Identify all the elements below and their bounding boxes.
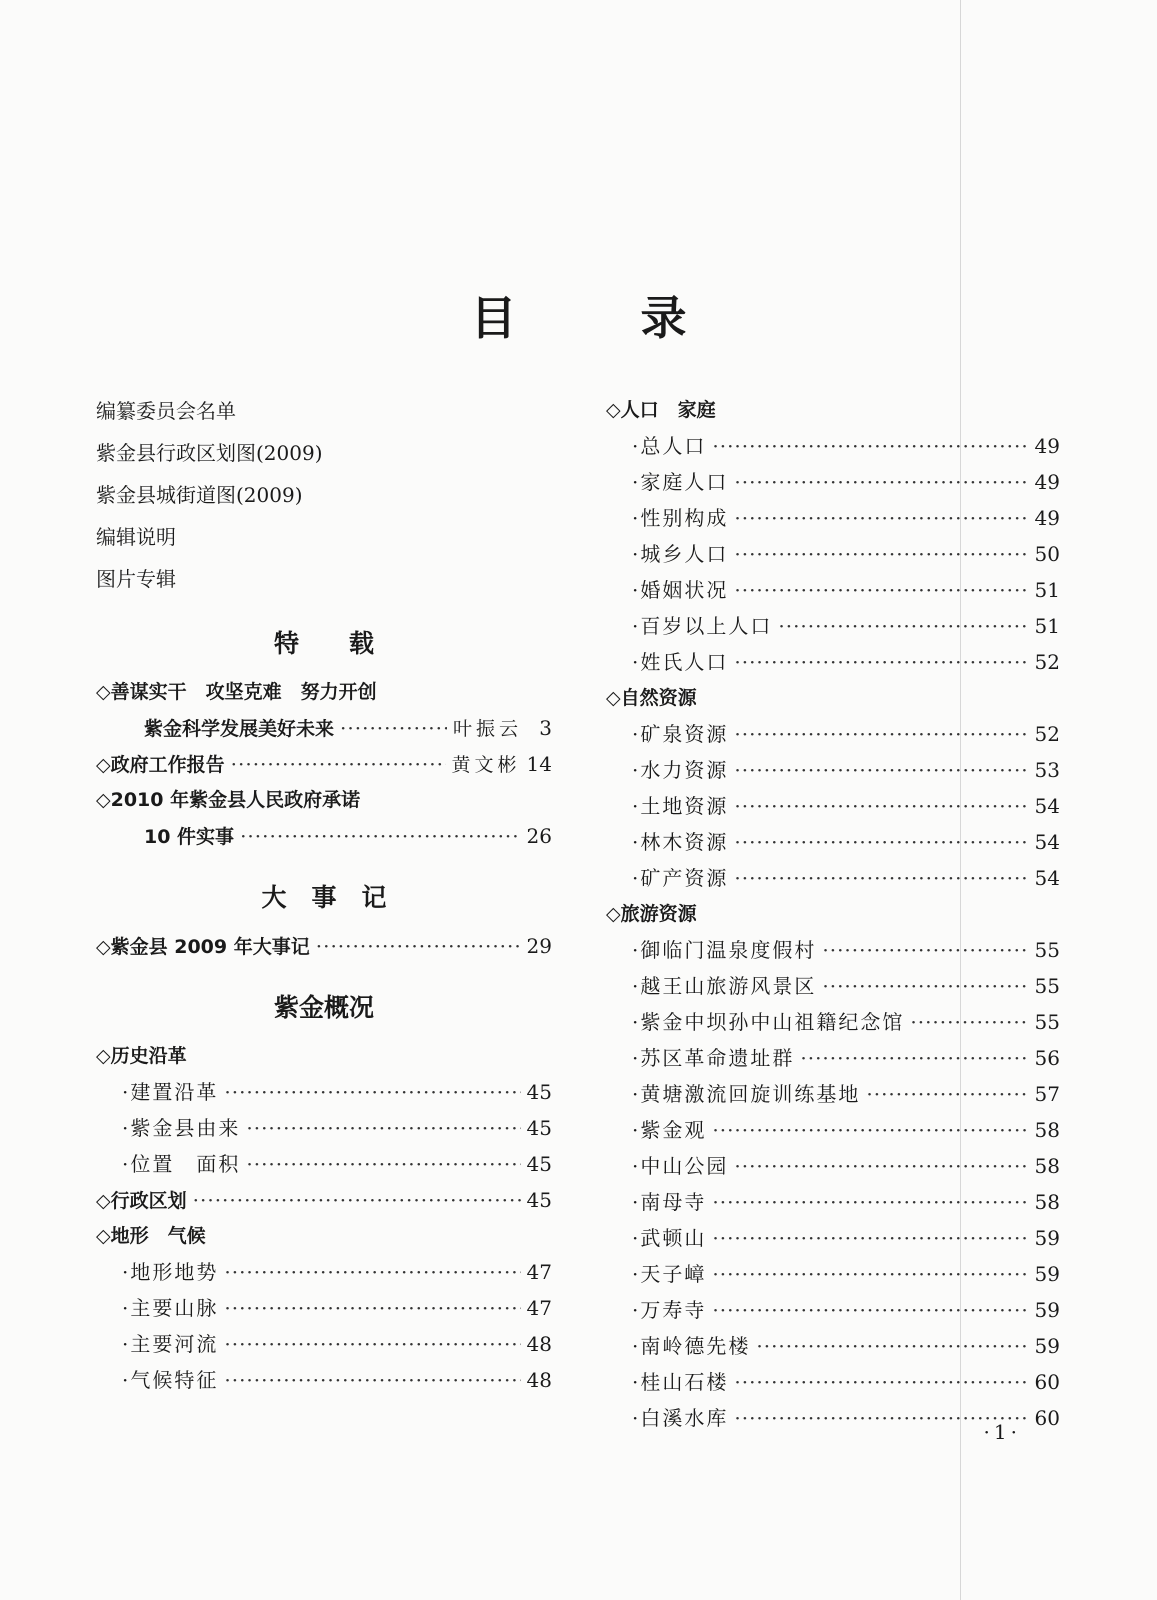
entry-page-number: 49	[1034, 434, 1060, 458]
toc-entry-item[interactable]	[96, 1254, 552, 1290]
leader-dots	[734, 716, 1028, 752]
entry-label: ◇紫金县 2009 年大事记	[96, 936, 310, 958]
title-char-2: 录	[640, 291, 687, 345]
toc-entry-sub[interactable]	[96, 818, 552, 854]
entry-label: ◇行政区划	[96, 1190, 187, 1212]
entry-page-number: 48	[526, 1368, 552, 1392]
entry-label: 紫金县行政区划图(2009)	[96, 441, 323, 465]
entry-label: ◇善谋实干 攻坚克难 努力开创	[96, 681, 377, 703]
entry-label: ·南岭德先楼	[632, 1334, 751, 1358]
leader-dots	[734, 824, 1028, 860]
entry-page-number: 52	[1034, 650, 1060, 674]
leader-dots	[734, 752, 1028, 788]
leader-dots	[316, 928, 521, 964]
leader-dots	[734, 788, 1028, 824]
front-matter-item[interactable]	[96, 516, 552, 558]
leader-dots	[734, 1364, 1028, 1400]
toc-entry-item[interactable]	[96, 1326, 552, 1362]
entry-label: ·越王山旅游风景区	[632, 974, 817, 998]
toc-entry-item[interactable]	[606, 464, 1060, 500]
entry-page-number: 60	[1034, 1370, 1060, 1394]
front-matter-item[interactable]	[96, 474, 552, 516]
toc-entry-section[interactable]	[606, 680, 1060, 716]
toc-entry-item[interactable]	[606, 644, 1060, 680]
entry-label: ·矿泉资源	[632, 722, 729, 746]
toc-entry-sub[interactable]	[96, 710, 552, 746]
entry-page-number: 48	[526, 1332, 552, 1356]
leader-dots	[231, 746, 446, 782]
entry-label: ·姓氏人口	[632, 650, 729, 674]
leader-dots	[712, 1292, 1028, 1328]
entry-page-number: 54	[1034, 794, 1060, 818]
entry-label: ·南母寺	[632, 1190, 707, 1214]
entry-label: ·矿产资源	[632, 866, 729, 890]
entry-label: ·中山公园	[632, 1154, 729, 1178]
page-title	[0, 282, 1157, 348]
toc-entry-item[interactable]	[606, 428, 1060, 464]
entry-label: ·主要河流	[122, 1332, 219, 1356]
entry-label: ·苏区革命遗址群	[632, 1046, 795, 1070]
toc-entry-item[interactable]	[96, 1110, 552, 1146]
entry-label: ◇历史沿革	[96, 1045, 187, 1067]
toc-entry-item[interactable]	[96, 1074, 552, 1110]
entry-label: ·婚姻状况	[632, 578, 729, 602]
leader-dots	[734, 500, 1028, 536]
entry-page-number: 45	[526, 1080, 552, 1104]
entry-page-number: 14	[526, 752, 552, 776]
entry-label: ·万寿寺	[632, 1298, 707, 1322]
entry-author: 叶振云	[452, 718, 522, 740]
toc-entry-item[interactable]	[606, 536, 1060, 572]
entry-page-number: 3	[539, 716, 552, 740]
entry-label: ·紫金县由来	[122, 1116, 241, 1140]
overview-list	[96, 1038, 552, 1398]
entry-page-number: 45	[526, 1188, 552, 1212]
entry-page-number: 58	[1034, 1154, 1060, 1178]
leader-dots	[778, 608, 1028, 644]
leader-dots	[756, 1328, 1028, 1364]
right-toc-list	[606, 392, 1060, 1436]
entry-label: 图片专辑	[96, 567, 176, 591]
toc-entry-section[interactable]	[96, 674, 552, 710]
toc-entry-item[interactable]	[606, 1076, 1060, 1112]
front-matter-item[interactable]	[96, 558, 552, 600]
entry-page-number: 55	[1034, 974, 1060, 998]
entry-page-number: 59	[1034, 1298, 1060, 1322]
entry-page-number: 45	[526, 1152, 552, 1176]
toc-entry-item[interactable]	[96, 1362, 552, 1398]
leader-dots	[712, 1184, 1028, 1220]
toc-entry-item[interactable]	[606, 1112, 1060, 1148]
section-heading-events: 大 事 记	[261, 883, 387, 912]
toc-entry-item[interactable]	[606, 1220, 1060, 1256]
toc-entry-item[interactable]	[606, 1040, 1060, 1076]
entry-page-number: 49	[1034, 506, 1060, 530]
entry-page-number: 55	[1034, 1010, 1060, 1034]
toc-entry-section[interactable]	[96, 1218, 552, 1254]
toc-entry-section[interactable]	[606, 896, 1060, 932]
toc-entry-item[interactable]	[96, 1290, 552, 1326]
entry-page-number: 47	[526, 1296, 552, 1320]
leader-dots	[734, 1148, 1028, 1184]
entry-label: ·林木资源	[632, 830, 729, 854]
entry-page-number: 53	[1034, 758, 1060, 782]
entry-label: ·位置 面积	[122, 1152, 241, 1176]
toc-entry-item[interactable]	[606, 1364, 1060, 1400]
entry-page-number: 50	[1034, 542, 1060, 566]
toc-entry-section[interactable]	[96, 746, 552, 782]
entry-label: ·性别构成	[632, 506, 729, 530]
entry-label: ·地形地势	[122, 1260, 219, 1284]
leader-dots	[224, 1254, 520, 1290]
leader-dots	[712, 1220, 1028, 1256]
toc-entry-item[interactable]	[606, 572, 1060, 608]
entry-label: ·百岁以上人口	[632, 614, 773, 638]
leader-dots	[734, 860, 1028, 896]
entry-page-number: 59	[1034, 1226, 1060, 1250]
leader-dots	[734, 464, 1028, 500]
toc-entry-section[interactable]	[96, 782, 552, 818]
toc-entry-item[interactable]	[606, 716, 1060, 752]
entry-label: ◇地形 气候	[96, 1225, 206, 1247]
entry-label: ◇2010 年紫金县人民政府承诺	[96, 789, 361, 811]
toc-entry-section[interactable]	[96, 928, 552, 964]
leader-dots	[822, 932, 1028, 968]
entry-label: ·气候特征	[122, 1368, 219, 1392]
entry-label: ·家庭人口	[632, 470, 729, 494]
leader-dots	[712, 1256, 1028, 1292]
entry-page-number: 56	[1034, 1046, 1060, 1070]
entry-label: ·紫金观	[632, 1118, 707, 1142]
entry-page-number: 52	[1034, 722, 1060, 746]
leader-dots	[340, 710, 447, 746]
entry-page-number: 54	[1034, 866, 1060, 890]
entry-page-number: 49	[1034, 470, 1060, 494]
leader-dots	[224, 1326, 520, 1362]
leader-dots	[800, 1040, 1028, 1076]
entry-label: ·紫金中坝孙中山祖籍纪念馆	[632, 1010, 905, 1034]
entry-label: ·总人口	[632, 434, 707, 458]
entry-label: ·主要山脉	[122, 1296, 219, 1320]
toc-entry-section[interactable]	[606, 392, 1060, 428]
leader-dots	[910, 1004, 1028, 1040]
right-column	[606, 392, 1060, 1436]
toc-entry-item[interactable]	[606, 500, 1060, 536]
entry-label: ·黄塘激流回旋训练基地	[632, 1082, 861, 1106]
entry-author: 黄文彬	[451, 754, 521, 776]
toc-entry-section[interactable]	[96, 1038, 552, 1074]
toc-entry-item[interactable]	[606, 968, 1060, 1004]
entry-page-number: 60	[1034, 1406, 1060, 1430]
leader-dots	[224, 1074, 520, 1110]
entry-label: ◇旅游资源	[606, 903, 697, 925]
entry-page-number: 51	[1034, 578, 1060, 602]
toc-entry-item[interactable]	[606, 860, 1060, 896]
front-matter-item[interactable]	[96, 432, 552, 474]
entry-label: ·天子嶂	[632, 1262, 707, 1286]
toc-entry-item[interactable]	[96, 1146, 552, 1182]
entry-page-number: 51	[1034, 614, 1060, 638]
toc-entry-section[interactable]	[96, 1182, 552, 1218]
entry-page-number: 58	[1034, 1118, 1060, 1142]
entry-label: ·御临门温泉度假村	[632, 938, 817, 962]
toc-entry-item[interactable]	[606, 752, 1060, 788]
entry-label: ◇人口 家庭	[606, 399, 716, 421]
page-number: ·1·	[983, 1420, 1021, 1444]
entry-page-number: 59	[1034, 1334, 1060, 1358]
section-heading-special: 特 载	[273, 629, 374, 658]
front-matter-item[interactable]	[96, 390, 552, 432]
entry-label: ·桂山石楼	[632, 1370, 729, 1394]
entry-label: 10 件实事	[144, 826, 235, 848]
leader-dots	[712, 1112, 1028, 1148]
leader-dots	[712, 428, 1028, 464]
toc-entry-item[interactable]	[606, 1292, 1060, 1328]
toc-entry-item[interactable]	[606, 932, 1060, 968]
toc-entry-item[interactable]	[606, 608, 1060, 644]
leader-dots	[224, 1362, 520, 1398]
entry-label: 紫金县城街道图(2009)	[96, 483, 303, 507]
entry-page-number: 45	[526, 1116, 552, 1140]
leader-dots	[822, 968, 1028, 1004]
entry-page-number: 26	[526, 824, 552, 848]
entry-page-number: 47	[526, 1260, 552, 1284]
entry-label: ◇自然资源	[606, 687, 697, 709]
entry-label: ·水力资源	[632, 758, 729, 782]
leader-dots	[246, 1146, 520, 1182]
entry-page-number: 58	[1034, 1190, 1060, 1214]
section-heading-overview: 紫金概况	[273, 993, 374, 1022]
special-list	[96, 674, 552, 854]
leader-dots	[734, 536, 1028, 572]
leader-dots	[734, 644, 1028, 680]
entry-label: ·建置沿革	[122, 1080, 219, 1104]
leader-dots	[240, 818, 520, 854]
entry-page-number: 55	[1034, 938, 1060, 962]
toc-entry-item[interactable]	[606, 824, 1060, 860]
toc-entry-item[interactable]	[606, 788, 1060, 824]
entry-label: ·白溪水库	[632, 1406, 729, 1430]
entry-label: ·土地资源	[632, 794, 729, 818]
leader-dots	[866, 1076, 1028, 1112]
entry-page-number: 57	[1034, 1082, 1060, 1106]
toc-entry-item[interactable]	[606, 1148, 1060, 1184]
entry-label: ·武顿山	[632, 1226, 707, 1250]
toc-entry-item[interactable]	[606, 1256, 1060, 1292]
entry-label: 编纂委员会名单	[96, 399, 236, 423]
leader-dots	[193, 1182, 521, 1218]
entry-page-number: 54	[1034, 830, 1060, 854]
leader-dots	[734, 572, 1028, 608]
entry-label: 编辑说明	[96, 525, 176, 549]
events-list	[96, 928, 552, 964]
toc-entry-item[interactable]	[606, 1328, 1060, 1364]
toc-entry-item[interactable]	[606, 1004, 1060, 1040]
leader-dots	[224, 1290, 520, 1326]
leader-dots	[246, 1110, 520, 1146]
left-column	[96, 390, 552, 1398]
entry-label: ◇政府工作报告	[96, 754, 225, 776]
title-char-1: 目	[470, 291, 517, 345]
entry-label: ·城乡人口	[632, 542, 729, 566]
entry-page-number: 29	[526, 934, 552, 958]
toc-entry-item[interactable]	[606, 1184, 1060, 1220]
entry-label: 紫金科学发展美好未来	[144, 718, 335, 740]
front-matter-list	[96, 390, 552, 600]
entry-page-number: 59	[1034, 1262, 1060, 1286]
